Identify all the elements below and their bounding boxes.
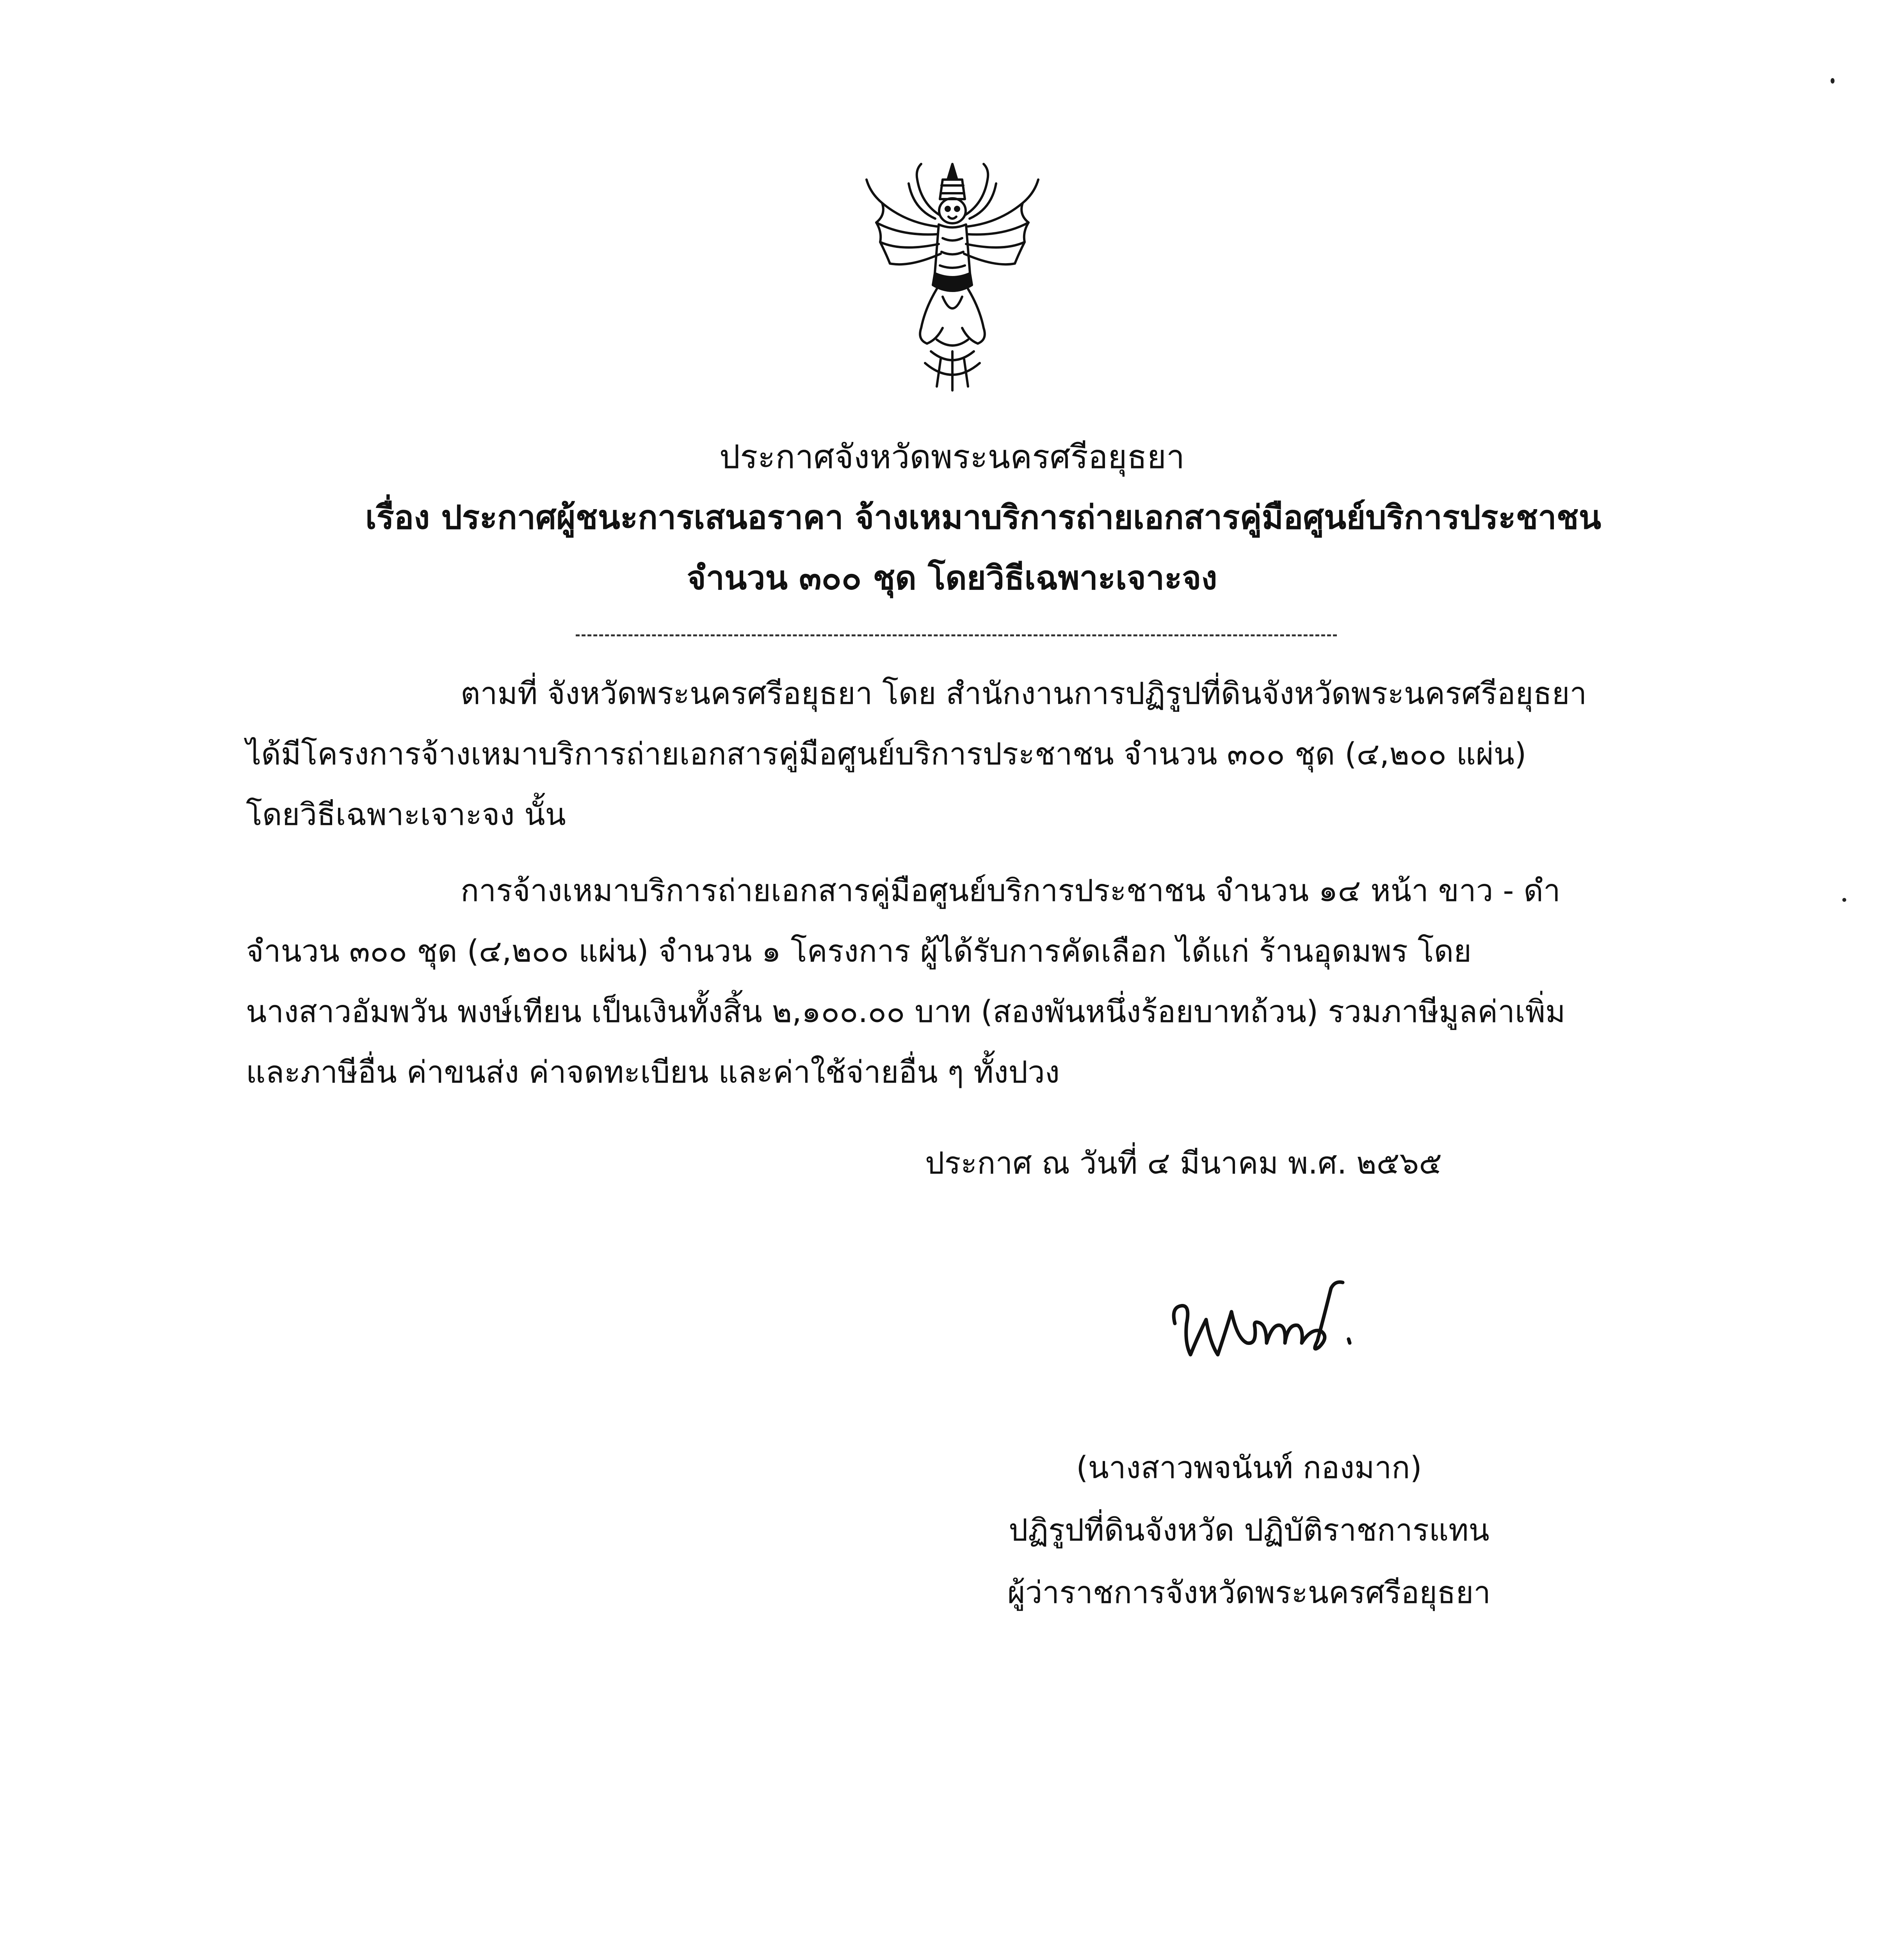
signatory-name: (นางสาวพจนันท์ กองมาก): [1076, 1450, 1422, 1485]
paragraph-2-line-1: การจ้างเหมาบริการถ่ายเอกสารคู่มือศูนย์บริการประชาชน จำนวน ๑๔ หน้า ขาว - ดำ: [461, 873, 1561, 908]
paragraph-1-line-3: โดยวิธีเฉพาะเจาะจง นั้น: [246, 797, 566, 832]
signatory-block: [859, 1437, 1639, 1624]
paragraph-2-line-2: จำนวน ๓๐๐ ชุด (๔,๒๐๐ แผ่น) จำนวน ๑ โครงการ ผู้ได้รับการคัดเลือก ได้แก่ ร้านอุดมพร โดย: [246, 934, 1472, 969]
paragraph-1-line-2: ได้มีโครงการจ้างเหมาบริการถ่ายเอกสารคู่มือศูนย์บริการประชาชน จำนวน ๓๐๐ ชุด (๔,๒๐๐ แผ่น): [246, 737, 1527, 772]
announcement-title: ประกาศจังหวัดพระนครศรีอยุธยา: [719, 438, 1185, 476]
signatory-office: ผู้ว่าราชการจังหวัดพระนครศรีอยุธยา: [1007, 1575, 1491, 1610]
announcement-date: ประกาศ ณ วันที่ ๔ มีนาคม พ.ศ. ๒๕๖๕: [925, 1146, 1442, 1181]
garuda-emblem-icon: [859, 156, 1046, 398]
scan-speck: [1842, 898, 1846, 902]
handwritten-signature-icon: [1163, 1265, 1366, 1382]
announcement-subject: เรื่อง ประกาศผู้ชนะการเสนอราคา จ้างเหมาบริการถ่ายเอกสารคู่มือศูนย์บริการประชาชน: [365, 498, 1601, 536]
scan-speck: [1831, 78, 1835, 84]
heading-divider: [576, 634, 1337, 636]
announcement-subject-continued: จำนวน ๓๐๐ ชุด โดยวิธีเฉพาะเจาะจง: [687, 559, 1217, 597]
paragraph-1-line-1: ตามที่ จังหวัดพระนครศรีอยุธยา โดย สำนักงานการปฏิรูปที่ดินจังหวัดพระนครศรีอยุธยา: [461, 676, 1587, 711]
paragraph-2-line-3: นางสาวอัมพวัน พงษ์เทียน เป็นเงินทั้งสิ้น ๒,๑๐๐.๐๐ บาท (สองพันหนึ่งร้อยบาทถ้วน) รวมภาษีมูลค่าเพิ่ม: [246, 994, 1566, 1029]
signatory-position: ปฏิรูปที่ดินจังหวัด ปฏิบัติราชการแทน: [1009, 1513, 1489, 1548]
paragraph-2-line-4: และภาษีอื่น ค่าขนส่ง ค่าจดทะเบียน และค่าใช้จ่ายอื่น ๆ ทั้งปวง: [246, 1055, 1060, 1090]
